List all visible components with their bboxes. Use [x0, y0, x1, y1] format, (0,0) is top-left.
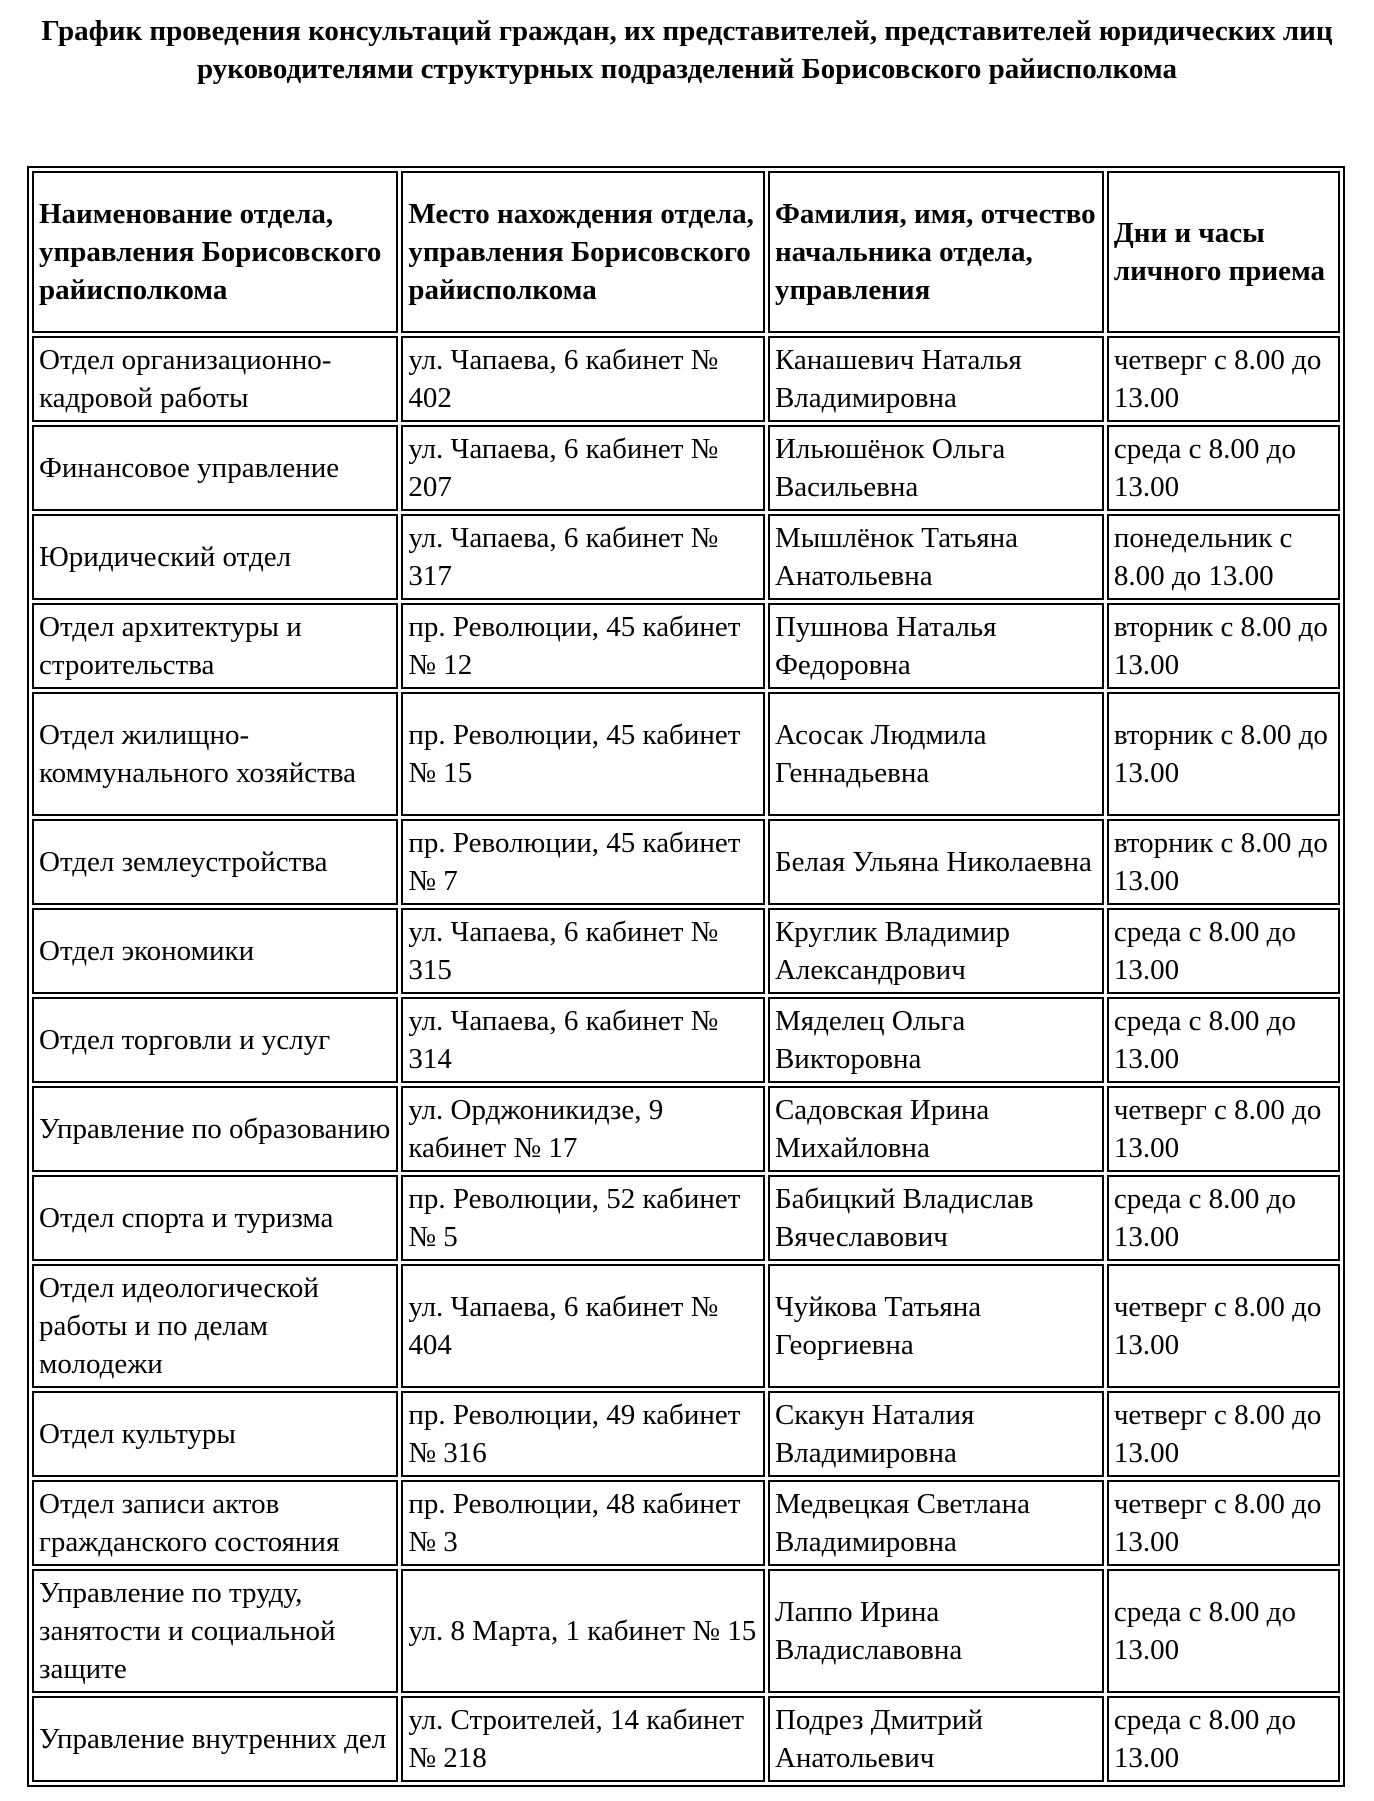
- table-row: [32, 425, 1340, 511]
- cell-head-name: Асосак Людмила Геннадьевна: [768, 692, 1104, 816]
- table-row: [32, 514, 1340, 600]
- cell-head-name: Канашевич Наталья Владимировна: [768, 336, 1104, 422]
- cell-department: Управление по образованию: [32, 1086, 398, 1172]
- cell-department: Отдел архитектуры и строительства: [32, 603, 398, 689]
- cell-reception-hours: среда с 8.00 до 13.00: [1107, 997, 1340, 1083]
- table-row: [32, 1086, 1340, 1172]
- cell-head-name: Бабицкий Владислав Вячеславович: [768, 1175, 1104, 1261]
- cell-department: Отдел экономики: [32, 908, 398, 994]
- table-row: [32, 1569, 1340, 1693]
- cell-location: пр. Революции, 52 кабинет № 5: [401, 1175, 765, 1261]
- cell-location: ул. Чапаева, 6 кабинет № 315: [401, 908, 765, 994]
- table-row: [32, 603, 1340, 689]
- cell-location: ул. Чапаева, 6 кабинет № 207: [401, 425, 765, 511]
- cell-location: ул. Чапаева, 6 кабинет № 317: [401, 514, 765, 600]
- cell-head-name: Белая Ульяна Николаевна: [768, 819, 1104, 905]
- cell-reception-hours: четверг с 8.00 до 13.00: [1107, 336, 1340, 422]
- cell-location: ул. Орджоникидзе, 9 кабинет № 17: [401, 1086, 765, 1172]
- cell-location: ул. Чапаева, 6 кабинет № 404: [401, 1264, 765, 1388]
- document-title: График проведения консультаций граждан, их представителей, представителей юридических лиц руководителями структурных подразделений Борисовского райисполкома: [41, 15, 1333, 85]
- table-row: [32, 1391, 1340, 1477]
- cell-reception-hours: четверг с 8.00 до 13.00: [1107, 1391, 1340, 1477]
- cell-location: ул. 8 Марта, 1 кабинет № 15: [401, 1569, 765, 1693]
- cell-head-name: Мяделец Ольга Викторовна: [768, 997, 1104, 1083]
- cell-head-name: Круглик Владимир Александрович: [768, 908, 1104, 994]
- cell-reception-hours: среда с 8.00 до 13.00: [1107, 908, 1340, 994]
- cell-department: Отдел спорта и туризма: [32, 1175, 398, 1261]
- cell-location: пр. Революции, 48 кабинет № 3: [401, 1480, 765, 1566]
- cell-reception-hours: четверг с 8.00 до 13.00: [1107, 1480, 1340, 1566]
- cell-head-name: Мышлёнок Татьяна Анатольевна: [768, 514, 1104, 600]
- table-row: [32, 819, 1340, 905]
- cell-department: Управление внутренних дел: [32, 1696, 398, 1782]
- cell-head-name: Лаппо Ирина Владиславовна: [768, 1569, 1104, 1693]
- table-row: [32, 1175, 1340, 1261]
- cell-location: пр. Революции, 45 кабинет № 12: [401, 603, 765, 689]
- cell-head-name: Чуйкова Татьяна Георгиевна: [768, 1264, 1104, 1388]
- header-department: Наименование отдела, управления Борисовского райисполкома: [32, 171, 398, 333]
- cell-department: Отдел идеологической работы и по делам молодежи: [32, 1264, 398, 1388]
- cell-reception-hours: вторник с 8.00 до 13.00: [1107, 603, 1340, 689]
- cell-location: пр. Революции, 45 кабинет № 7: [401, 819, 765, 905]
- table-header-row: [32, 171, 1340, 333]
- cell-reception-hours: четверг с 8.00 до 13.00: [1107, 1086, 1340, 1172]
- cell-head-name: Скакун Наталия Владимировна: [768, 1391, 1104, 1477]
- cell-reception-hours: вторник с 8.00 до 13.00: [1107, 819, 1340, 905]
- header-head-name: Фамилия, имя, отчество начальника отдела, управления: [768, 171, 1104, 333]
- cell-reception-hours: среда с 8.00 до 13.00: [1107, 1175, 1340, 1261]
- cell-location: ул. Чапаева, 6 кабинет № 402: [401, 336, 765, 422]
- cell-head-name: Садовская Ирина Михайловна: [768, 1086, 1104, 1172]
- table-row: [32, 692, 1340, 816]
- cell-department: Отдел торговли и услуг: [32, 997, 398, 1083]
- consultation-schedule-table: [27, 166, 1345, 1787]
- cell-reception-hours: вторник с 8.00 до 13.00: [1107, 692, 1340, 816]
- cell-location: ул. Чапаева, 6 кабинет № 314: [401, 997, 765, 1083]
- cell-reception-hours: среда с 8.00 до 13.00: [1107, 1569, 1340, 1693]
- cell-department: Юридический отдел: [32, 514, 398, 600]
- cell-head-name: Пушнова Наталья Федоровна: [768, 603, 1104, 689]
- table-row: [32, 1264, 1340, 1388]
- cell-reception-hours: среда с 8.00 до 13.00: [1107, 425, 1340, 511]
- header-location: Место нахождения отдела, управления Борисовского райисполкома: [401, 171, 765, 333]
- cell-location: пр. Революции, 45 кабинет № 15: [401, 692, 765, 816]
- table-row: [32, 1480, 1340, 1566]
- cell-department: Отдел культуры: [32, 1391, 398, 1477]
- cell-head-name: Медвецкая Светлана Владимировна: [768, 1480, 1104, 1566]
- cell-reception-hours: среда с 8.00 до 13.00: [1107, 1696, 1340, 1782]
- cell-department: Управление по труду, занятости и социальной защите: [32, 1569, 398, 1693]
- cell-department: Отдел землеустройства: [32, 819, 398, 905]
- cell-head-name: Ильюшёнок Ольга Васильевна: [768, 425, 1104, 511]
- header-reception-hours: Дни и часы личного приема: [1107, 171, 1340, 333]
- cell-head-name: Подрез Дмитрий Анатольевич: [768, 1696, 1104, 1782]
- table-row: [32, 997, 1340, 1083]
- cell-location: пр. Революции, 49 кабинет № 316: [401, 1391, 765, 1477]
- cell-department: Отдел записи актов гражданского состояния: [32, 1480, 398, 1566]
- cell-reception-hours: понедельник с 8.00 до 13.00: [1107, 514, 1340, 600]
- cell-department: Отдел организационно-кадровой работы: [32, 336, 398, 422]
- cell-department: Отдел жилищно-коммунального хозяйства: [32, 692, 398, 816]
- cell-location: ул. Строителей, 14 кабинет № 218: [401, 1696, 765, 1782]
- cell-reception-hours: четверг с 8.00 до 13.00: [1107, 1264, 1340, 1388]
- table-row: [32, 908, 1340, 994]
- table-row: [32, 336, 1340, 422]
- cell-department: Финансовое управление: [32, 425, 398, 511]
- table-row: [32, 1696, 1340, 1782]
